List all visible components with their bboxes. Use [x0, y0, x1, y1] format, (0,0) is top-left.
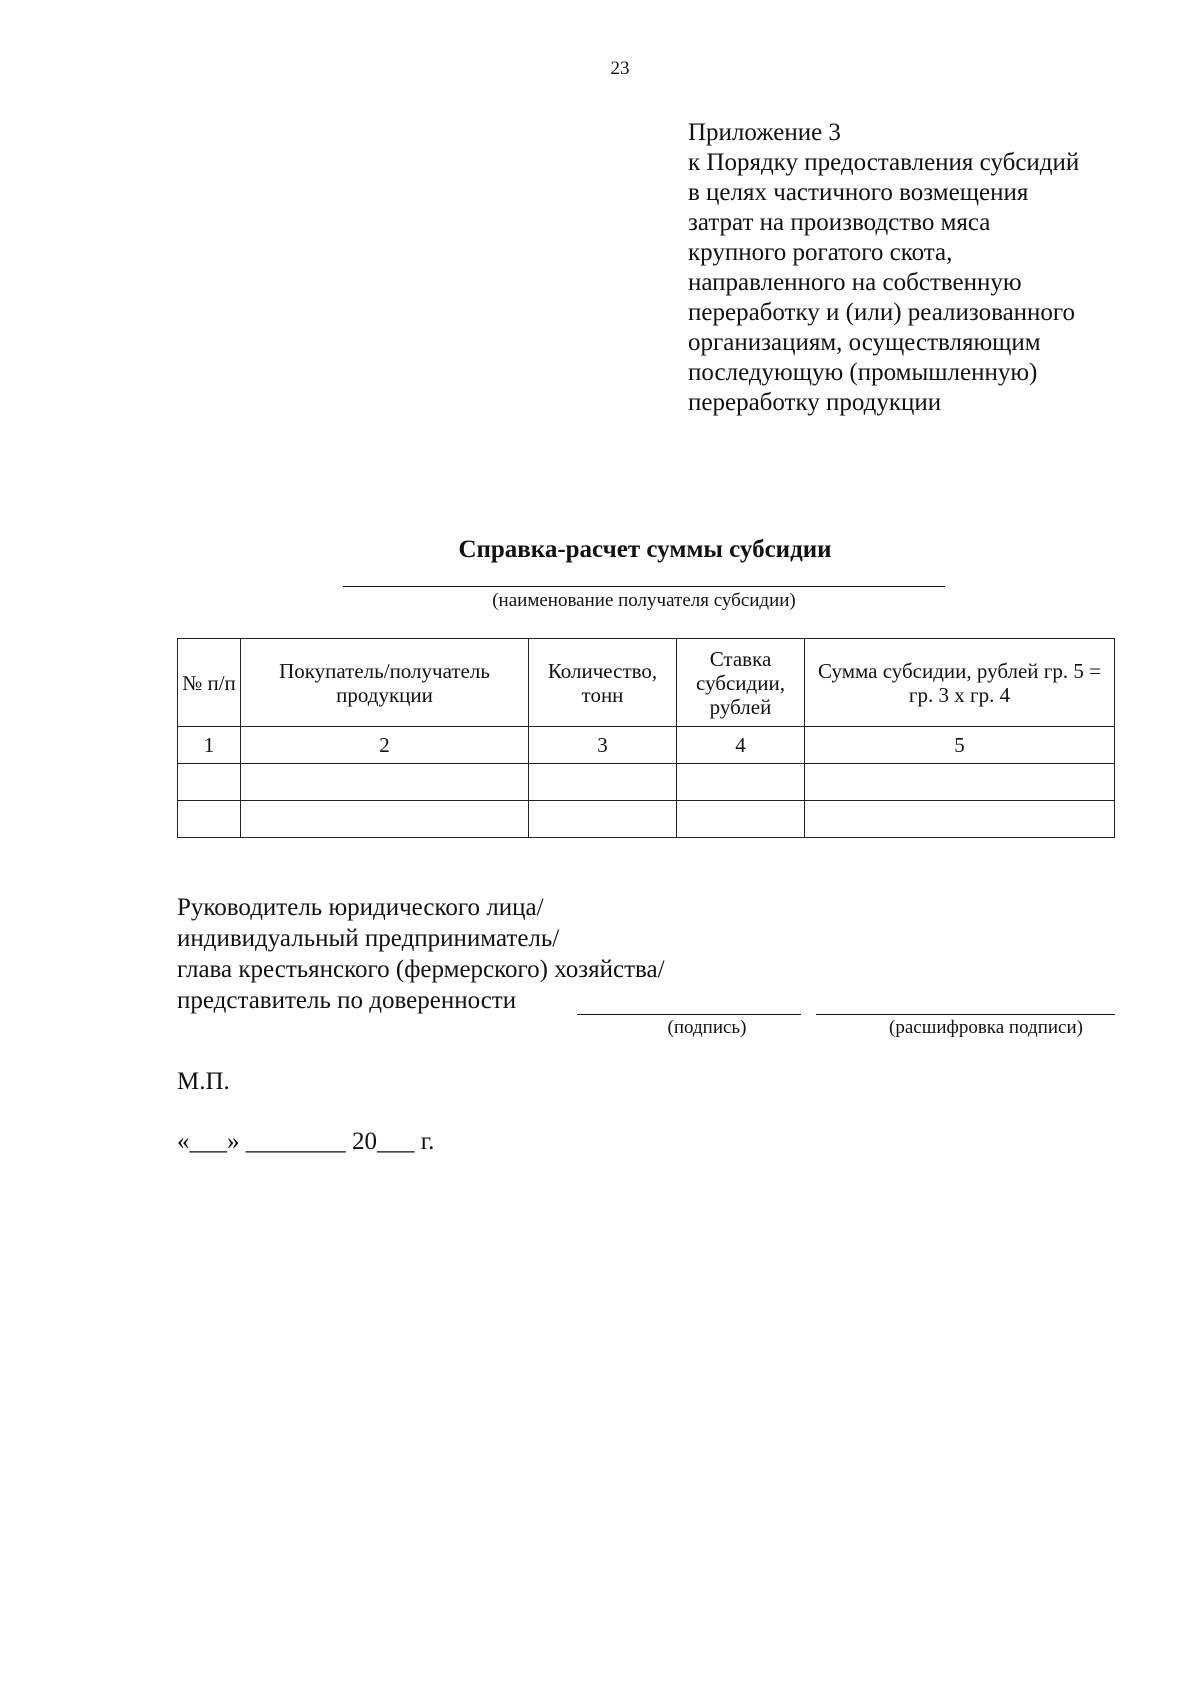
appendix-line: к Порядку предоставления субсидий [688, 149, 1080, 176]
header-sum: Сумма субсидии, рублей гр. 5 = гр. 3 х гр. 4 [805, 639, 1115, 727]
header-quantity: Количество, тонн [529, 639, 677, 727]
appendix-line: Приложение 3 [688, 119, 841, 146]
signature-caption: (подпись) [667, 1017, 747, 1038]
table-cell [677, 764, 805, 801]
table-cell [529, 764, 677, 801]
column-number: 5 [805, 727, 1115, 764]
date-line: «___» ________ 20___ г. [177, 1128, 435, 1155]
signatory-line: глава крестьянского (фермерского) хозяйства/ [177, 956, 665, 983]
signature-decoding-caption: (расшифровка подписи) [889, 1017, 1083, 1038]
table-cell [178, 801, 241, 838]
signatory-line: Руководитель юридического лица/ [177, 894, 544, 921]
page-number: 23 [610, 58, 630, 79]
stamp-place: М.П. [177, 1068, 230, 1095]
appendix-line: организациям, осуществляющим [688, 329, 1041, 356]
subsidy-calculation-table [177, 638, 1115, 838]
document-title: Справка-расчет суммы субсидии [458, 536, 832, 563]
recipient-name-line [343, 586, 945, 587]
appendix-header [688, 118, 1118, 418]
signature-line [577, 1014, 801, 1015]
appendix-line: переработку продукции [688, 389, 942, 416]
appendix-line: крупного рогатого скота, [688, 239, 953, 266]
column-number: 4 [677, 727, 805, 764]
table-cell [805, 764, 1115, 801]
table-cell [241, 801, 529, 838]
table-cell [529, 801, 677, 838]
column-number-row [178, 727, 1115, 764]
signatory-line: индивидуальный предприниматель/ [177, 925, 560, 952]
appendix-line: последующую (промышленную) [688, 359, 1038, 386]
header-buyer: Покупатель/получатель продукции [241, 639, 529, 727]
table-cell [178, 764, 241, 801]
column-number: 3 [529, 727, 677, 764]
appendix-line: затрат на производство мяса [688, 209, 991, 236]
table-cell [805, 801, 1115, 838]
table-header-row [178, 639, 1115, 727]
recipient-caption: (наименование получателя субсидии) [492, 590, 796, 611]
appendix-line: в целях частичного возмещения [688, 179, 1029, 206]
table-cell [677, 801, 805, 838]
table-row [178, 801, 1115, 838]
column-number: 2 [241, 727, 529, 764]
appendix-line: переработку и (или) реализованного [688, 299, 1076, 326]
appendix-line: направленного на собственную [688, 269, 1022, 296]
signature-decoding-line [816, 1014, 1115, 1015]
table-row [178, 764, 1115, 801]
signatory-line: представитель по доверенности [177, 987, 517, 1014]
table-cell [241, 764, 529, 801]
signatory-block [177, 892, 665, 1016]
header-rate: Ставка субсидии, рублей [677, 639, 805, 727]
column-number: 1 [178, 727, 241, 764]
header-number: № п/п [178, 639, 241, 727]
